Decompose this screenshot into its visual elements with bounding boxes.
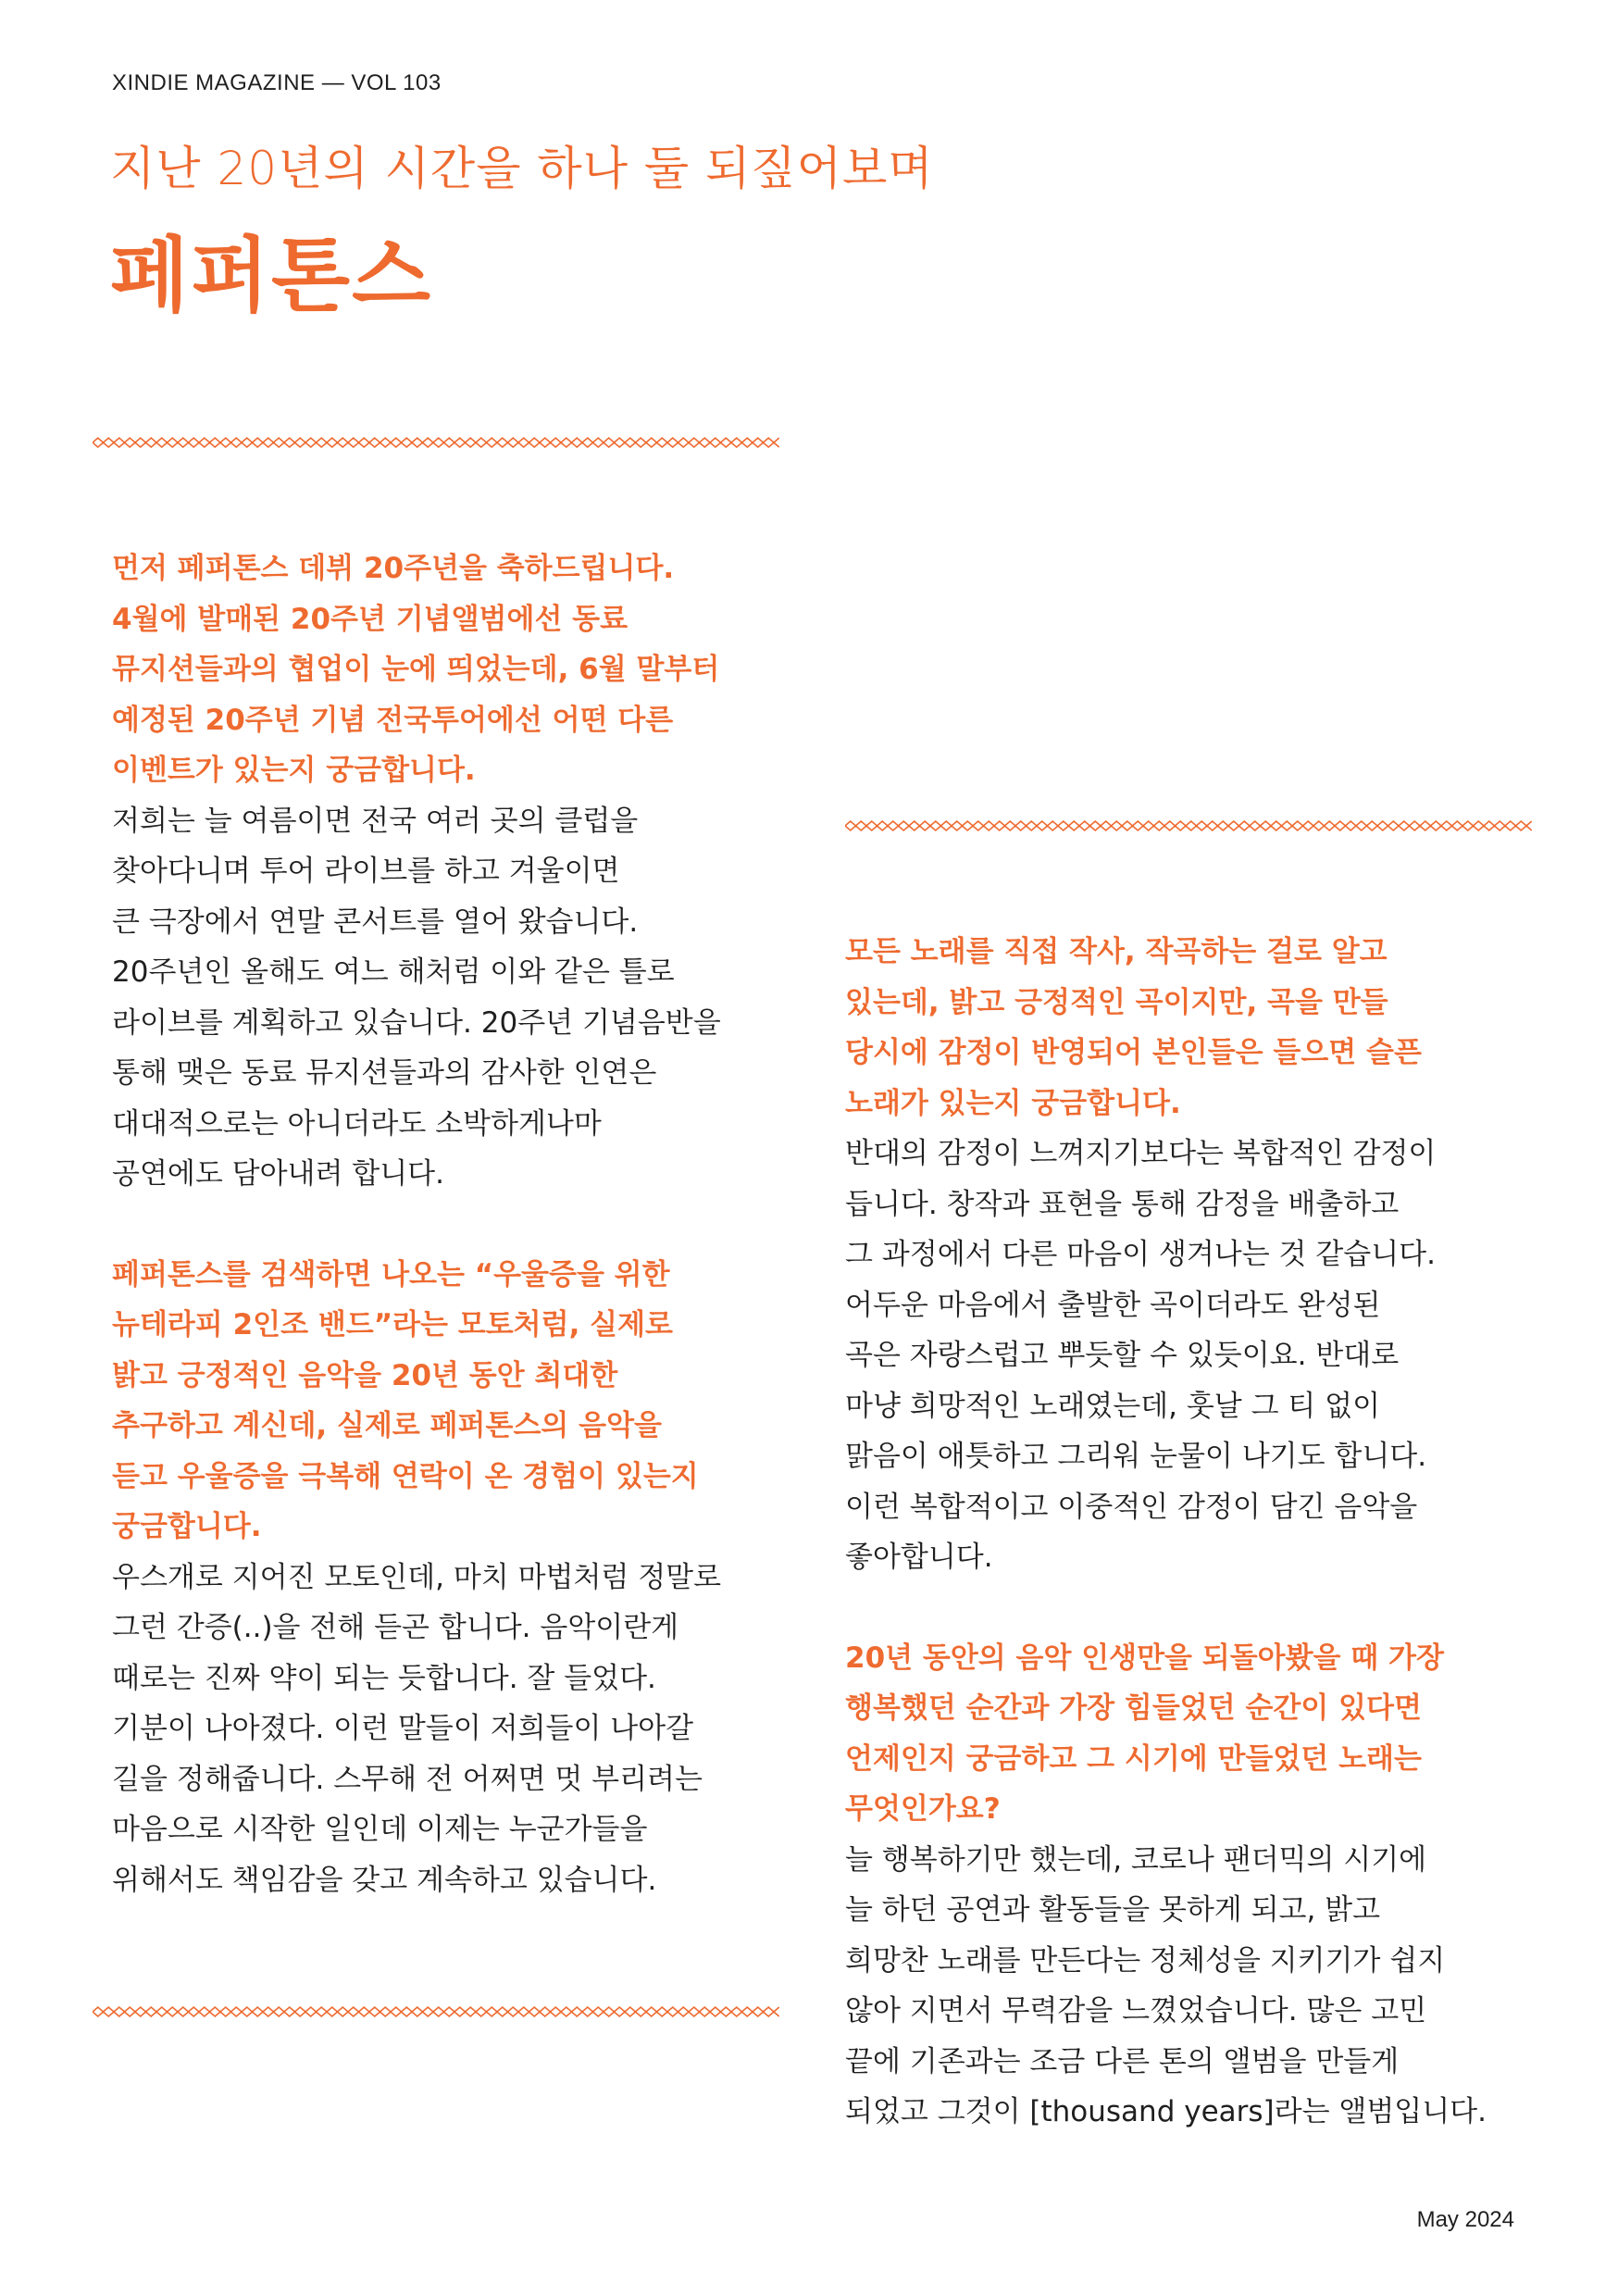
zigzag-line bbox=[93, 438, 779, 443]
question-line: 4월에 발매된 20주년 기념앨범에선 동료 bbox=[112, 602, 629, 636]
answer-line: 마냥 희망적인 노래였는데, 훗날 그 티 없이 bbox=[845, 1389, 1381, 1423]
answer-line: 마음으로 시작한 일인데 이제는 누군가들을 bbox=[112, 1813, 648, 1846]
answer-line: 맑음이 애틋하고 그리워 눈물이 나기도 합니다. bbox=[845, 1440, 1427, 1473]
question-line: 이벤트가 있는지 궁금합니다. bbox=[112, 754, 476, 787]
question-line: 노래가 있는지 궁금합니다. bbox=[845, 1086, 1181, 1120]
answer-line: 희망찬 노래를 만든다는 정체성을 지키기가 쉽지 bbox=[845, 1943, 1446, 1978]
page-title: 페퍼톤스 bbox=[110, 228, 433, 323]
question-4 bbox=[845, 1633, 1530, 1835]
question-line: 당시에 감정이 반영되어 본인들은 들으면 슬픈 bbox=[845, 1036, 1422, 1069]
question-3 bbox=[845, 927, 1530, 1129]
answer-line: 그 과정에서 다른 마음이 생겨나는 것 같습니다. bbox=[845, 1238, 1436, 1271]
answer-line: 우스개로 지어진 모토인데, 마치 마법처럼 정말로 bbox=[112, 1560, 722, 1594]
answer-line: 20주년인 올해도 여느 해처럼 이와 같은 틀로 bbox=[112, 955, 675, 989]
answer-line: 늘 행복하기만 했는데, 코로나 팬더믹의 시기에 bbox=[845, 1842, 1427, 1877]
zigzag-divider-top-right bbox=[845, 816, 1532, 836]
right-column bbox=[845, 927, 1530, 2138]
answer-line: 곡은 자랑스럽고 뿌듯할 수 있듯이요. 반대로 bbox=[845, 1339, 1400, 1372]
answer-4 bbox=[845, 1835, 1530, 2138]
answer-line: 길을 정해줍니다. 스무해 전 어쩌면 멋 부리려는 bbox=[112, 1762, 703, 1796]
answer-line: 찾아다니며 투어 라이브를 하고 겨울이면 bbox=[112, 855, 620, 888]
question-line: 있는데, 밝고 긍정적인 곡이지만, 곡을 만들 bbox=[845, 985, 1388, 1019]
answer-line: 라이브를 계획하고 있습니다. 20주년 기념음반을 bbox=[112, 1005, 721, 1040]
answer-1 bbox=[112, 796, 797, 1200]
zigzag-divider-bottom-left bbox=[93, 2002, 779, 2022]
question-line: 궁금합니다. bbox=[112, 1510, 262, 1543]
question-1 bbox=[112, 543, 797, 796]
question-line: 20년 동안의 음악 인생만을 되돌아봤을 때 가장 bbox=[845, 1641, 1444, 1675]
magazine-label: XINDIE MAGAZINE — VOL 103 bbox=[112, 70, 442, 95]
answer-3 bbox=[845, 1129, 1530, 1583]
answer-line: 되었고 그것이 [thousand years]라는 앨범입니다. bbox=[845, 2095, 1487, 2128]
page-subtitle: 지난 20년의 시간을 하나 둘 되짚어보며 bbox=[110, 142, 934, 195]
answer-line: 저희는 늘 여름이면 전국 여러 곳의 클럽을 bbox=[112, 804, 639, 838]
question-line: 뮤지션들과의 협업이 눈에 띄었는데, 6월 말부터 bbox=[112, 653, 720, 686]
question-line: 듣고 우울증을 극복해 연락이 온 경험이 있는지 bbox=[112, 1459, 699, 1493]
answer-line: 좋아합니다. bbox=[845, 1541, 993, 1574]
zigzag-line bbox=[93, 2012, 779, 2016]
answer-line: 공연에도 담아내려 합니다. bbox=[112, 1157, 444, 1191]
zigzag-line bbox=[845, 826, 1532, 830]
question-line: 페퍼톤스를 검색하면 나오는 “우울증을 위한 bbox=[112, 1257, 670, 1292]
answer-line: 때로는 진짜 약이 되는 듯합니다. 잘 들었다. bbox=[112, 1661, 656, 1695]
question-line: 모든 노래를 직접 작사, 작곡하는 걸로 알고 bbox=[845, 935, 1388, 968]
zigzag-line bbox=[93, 443, 779, 447]
question-line: 언제인지 궁금하고 그 시기에 만들었던 노래는 bbox=[845, 1741, 1422, 1776]
zigzag-line bbox=[845, 821, 1532, 826]
answer-line: 위해서도 책임감을 갖고 계속하고 있습니다. bbox=[112, 1863, 657, 1897]
answer-line: 끝에 기존과는 조금 다른 톤의 앨범을 만들게 bbox=[845, 2044, 1400, 2078]
question-line: 추구하고 계신데, 실제로 페퍼톤스의 음악을 bbox=[112, 1409, 662, 1442]
answer-line: 반대의 감정이 느껴지기보다는 복합적인 감정이 bbox=[845, 1137, 1437, 1170]
question-line: 먼저 페퍼톤스 데뷔 20주년을 축하드립니다. bbox=[112, 552, 675, 585]
question-line: 밝고 긍정적인 음악을 20년 동안 최대한 bbox=[112, 1358, 618, 1392]
left-column bbox=[112, 543, 797, 1905]
question-line: 무엇인가요? bbox=[845, 1792, 1001, 1826]
answer-line: 그런 간증(..)을 전해 듣곤 합니다. 음악이란게 bbox=[112, 1611, 679, 1644]
question-line: 예정된 20주년 기념 전국투어에선 어떤 다른 bbox=[112, 703, 674, 737]
answer-2 bbox=[112, 1553, 797, 1906]
answer-line: 어두운 마음에서 출발한 곡이더라도 완성된 bbox=[845, 1288, 1381, 1322]
answer-line: 늘 하던 공연과 활동들을 못하게 되고, 밝고 bbox=[845, 1893, 1381, 1927]
answer-line: 않아 지면서 무력감을 느꼈었습니다. 많은 고민 bbox=[845, 1994, 1427, 2028]
footer-date: May 2024 bbox=[1416, 2207, 1514, 2232]
zigzag-divider-top-left bbox=[93, 432, 779, 453]
answer-line: 대대적으로는 아니더라도 소박하게나마 bbox=[112, 1106, 602, 1141]
question-line: 행복했던 순간과 가장 힘들었던 순간이 있다면 bbox=[845, 1691, 1422, 1725]
question-2 bbox=[112, 1250, 797, 1553]
answer-line: 기분이 나아졌다. 이런 말들이 저희들이 나아갈 bbox=[112, 1712, 694, 1745]
answer-line: 듭니다. 창작과 표현을 통해 감정을 배출하고 bbox=[845, 1187, 1400, 1221]
answer-line: 통해 맺은 동료 뮤지션들과의 감사한 인연은 bbox=[112, 1056, 657, 1090]
answer-line: 이런 복합적이고 이중적인 감정이 담긴 음악을 bbox=[845, 1490, 1418, 1524]
question-line: 뉴테라피 2인조 밴드”라는 모토처럼, 실제로 bbox=[112, 1308, 673, 1341]
zigzag-line bbox=[93, 2007, 779, 2012]
answer-line: 큰 극장에서 연말 콘서트를 열어 왔습니다. bbox=[112, 905, 639, 939]
